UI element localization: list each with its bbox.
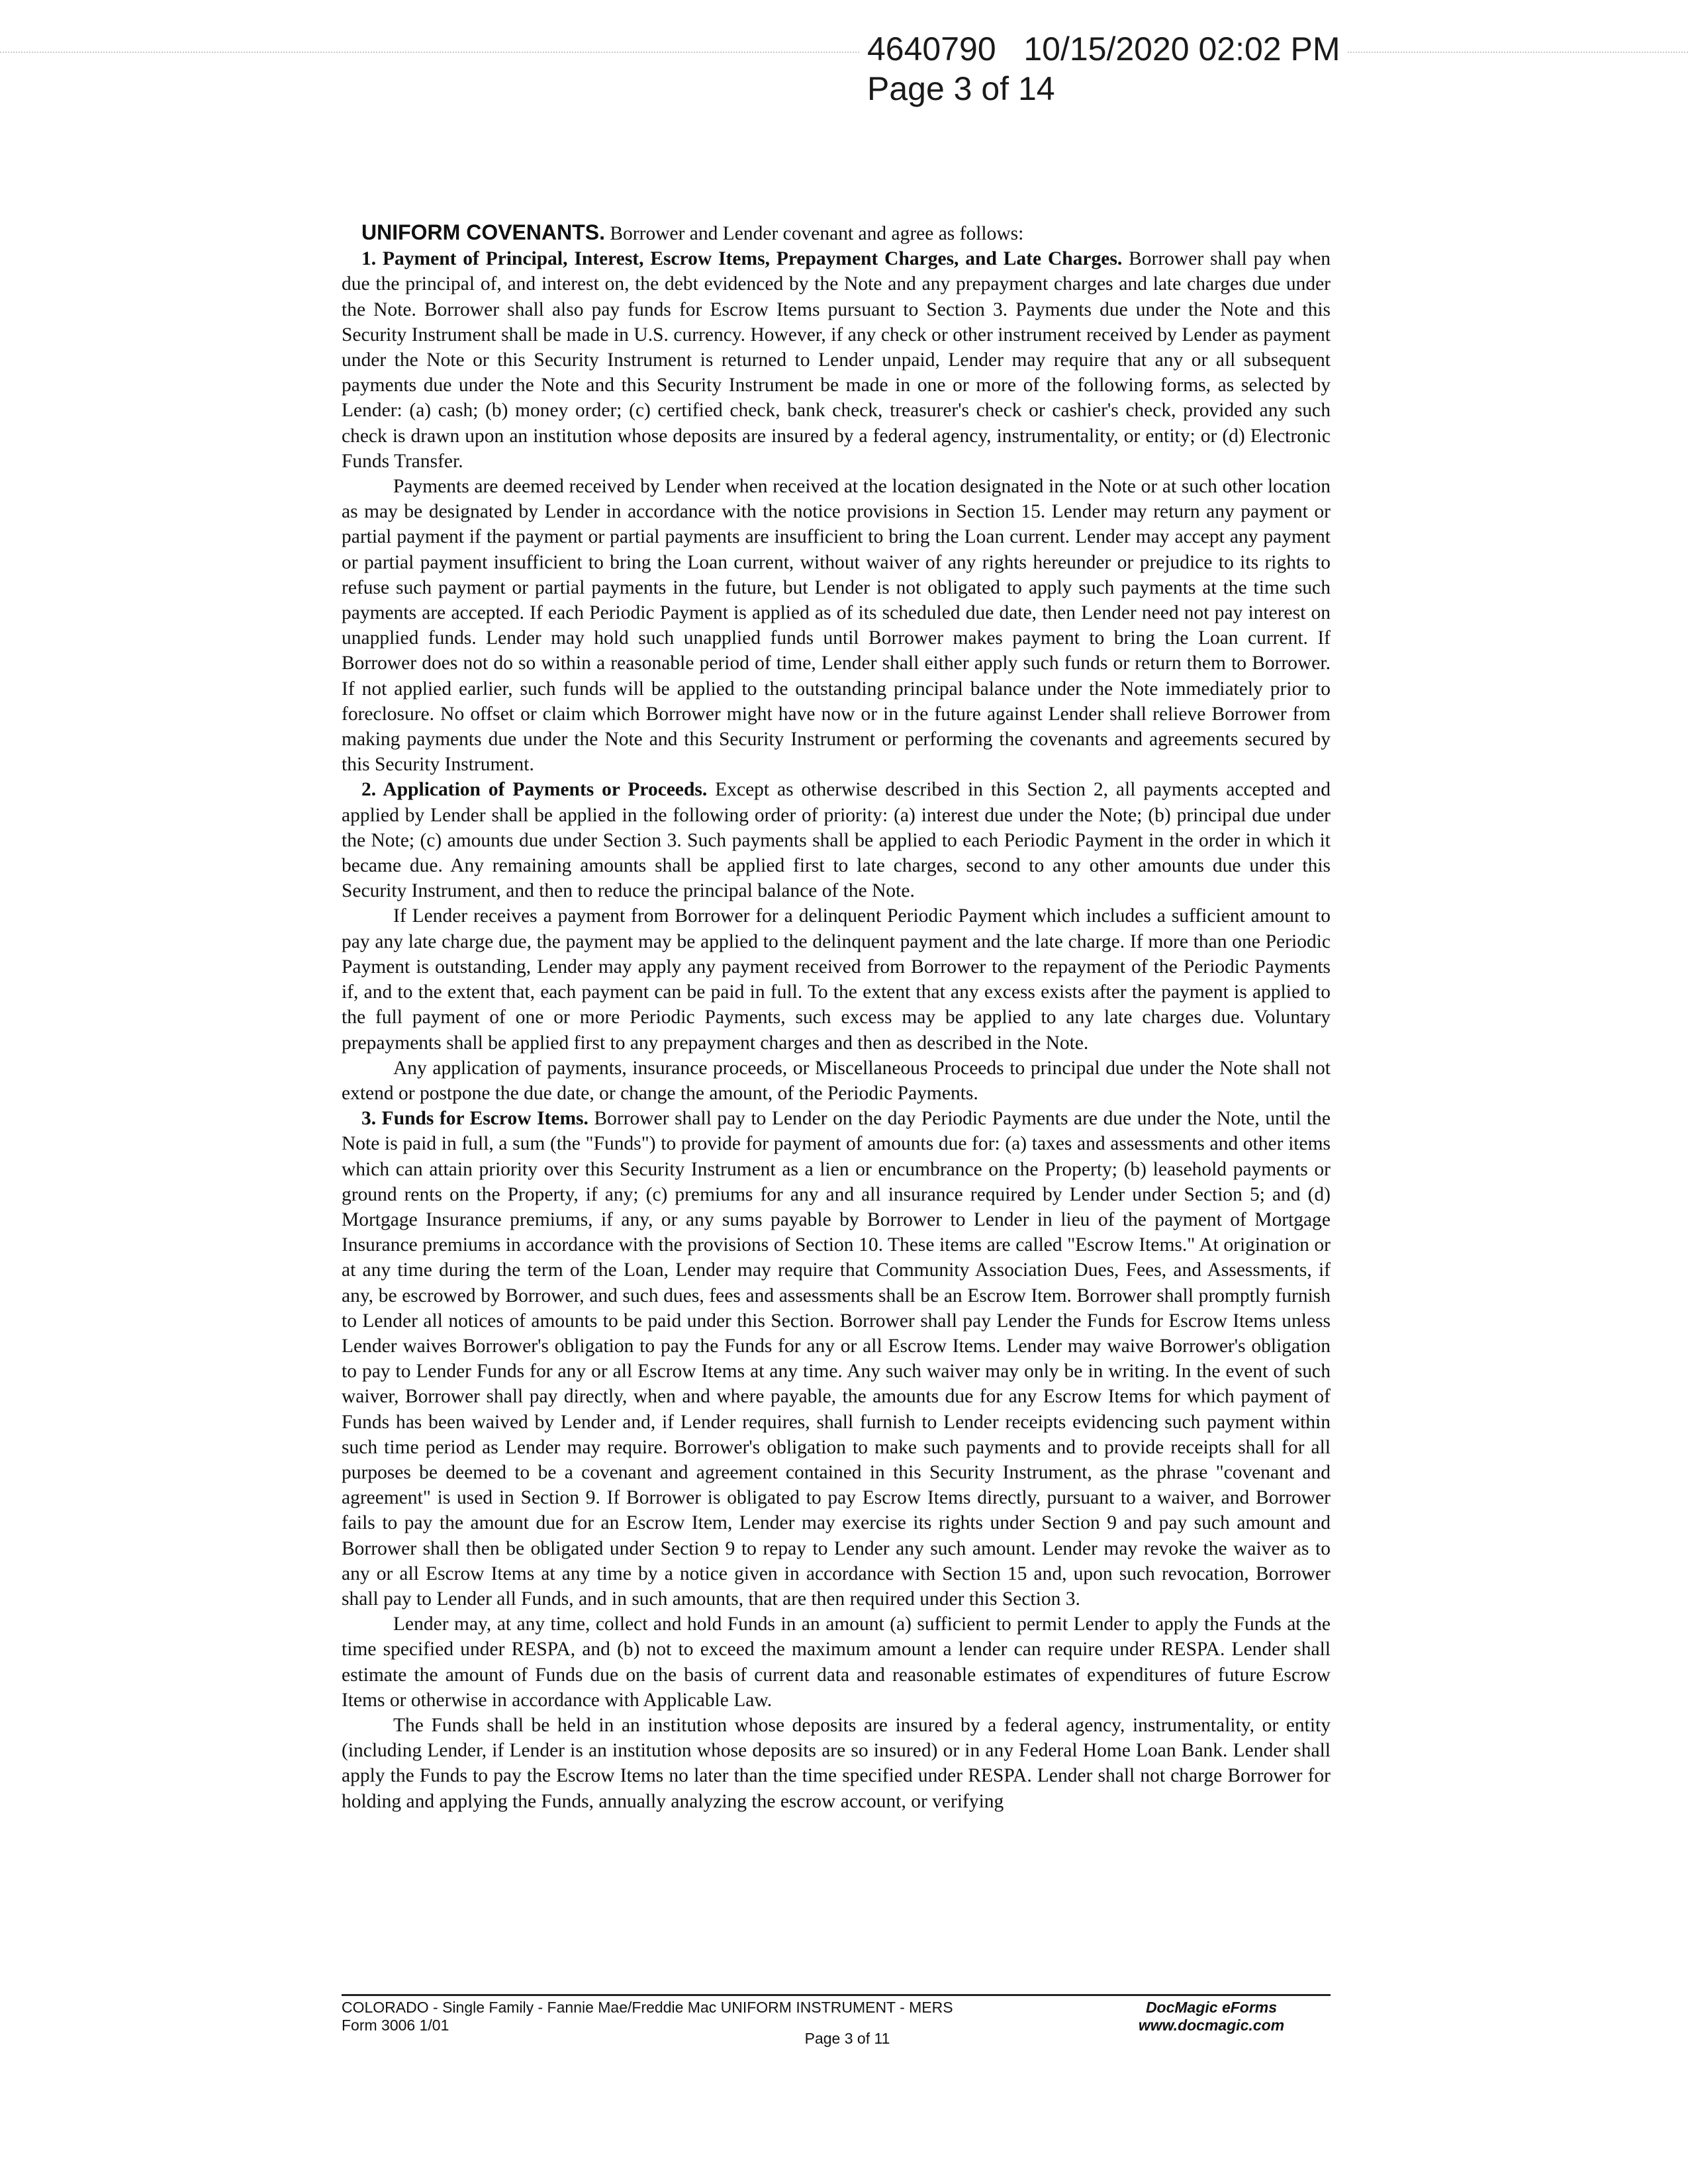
- section-3-paragraph-2: Lender may, at any time, collect and hold Funds in an amount (a) sufficient to permit Lender to apply the Funds at the time specified under RESPA, and (b) not to exceed the maximum amount a lender can require under RESPA. Lender shall estimate the amount of Funds due on the basis of current data and reasonable estimates of expenditures of future Escrow Items or otherwise in accordance with Applicable Law.: [342, 1614, 1331, 1711]
- covenants-intro: [342, 220, 1331, 246]
- stamp-page: Page 3 of 14: [867, 70, 1055, 107]
- section-2-paragraph: [342, 777, 1331, 903]
- footer-form-title: COLORADO - Single Family - Fannie Mae/Freddie Mac UNIFORM INSTRUMENT - MERS: [342, 1999, 953, 2016]
- covenants-heading: UNIFORM COVENANTS.: [361, 220, 605, 244]
- section-1-title: 1. Payment of Principal, Interest, Escrow Items, Prepayment Charges, and Late Charges.: [361, 248, 1123, 270]
- footer-brand-block: [1092, 1999, 1331, 2034]
- section-2-title: 2. Application of Payments or Proceeds.: [361, 779, 708, 801]
- footer-form-info: [342, 1999, 953, 2034]
- section-3-title: 3. Funds for Escrow Items.: [361, 1108, 588, 1130]
- section-3-paragraph-3: The Funds shall be held in an institution whose deposits are insured by a federal agency, instrumentality, or entity (including Lender, if Lender is an institution whose deposits are so insured) or in any Federal Home Loan Bank. Lender shall apply the Funds to pay the Escrow Items no later than the time specified under RESPA. Lender shall not charge Borrower for holding and applying the Funds, annually analyzing the escrow account, or verifying: [342, 1714, 1331, 1812]
- section-2-text: Except as otherwise described in this Section 2, all payments accepted and applied by Lender shall be applied in the following order of priority: (a) interest due under the Note; (b) principal due under the Note; (c) amounts due under Section 3. Such payments shall be applied to each Periodic Payment in the order in which it became due. Any remaining amounts shall be applied first to late charges, second to any other amounts due under this Security Instrument, and then to reduce the principal balance of the Note.: [342, 779, 1331, 902]
- section-1-text: Borrower shall pay when due the principal of, and interest on, the debt evidenced by the Note and any prepayment charges and late charges due under the Note. Borrower shall also pay funds for Escrow Items pursuant to Section 3. Payments due under the Note and this Security Instrument shall be made in U.S. currency. However, if any check or other instrument received by Lender as payment under the Note or this Security Instrument is returned to Lender unpaid, Lender may require that any or all subsequent payments due under the Note and this Security Instrument be made in one or more of the following forms, as selected by Lender: (a) cash; (b) money order; (c) certified check, bank check, treasurer's check or cashier's check, provided any such check is drawn upon an institution whose deposits are insured by a federal agency, instrumentality, or entity; or (d) Electronic Funds Transfer.: [342, 248, 1331, 472]
- footer-divider: [342, 1994, 1331, 1996]
- section-3-paragraph: [342, 1106, 1331, 1612]
- scan-edge-line: [0, 52, 1688, 53]
- document-body: [342, 220, 1331, 1814]
- stamp-doc-id: 4640790: [867, 30, 996, 68]
- section-2-paragraph-3: Any application of payments, insurance proceeds, or Miscellaneous Proceeds to principal due under the Note shall not extend or postpone the due date, or change the amount, of the Periodic Payments.: [342, 1057, 1331, 1104]
- section-2-paragraph-2: If Lender receives a payment from Borrower for a delinquent Periodic Payment which includes a sufficient amount to pay any late charge due, the payment may be applied to the delinquent payment and the late charge. If more than one Periodic Payment is outstanding, Lender may apply any payment received from Borrower to the repayment of the Periodic Payments if, and to the extent that, each payment can be paid in full. To the extent that any excess exists after the payment is applied to the full payment of one or more Periodic Payments, such excess may be applied to any late charges due. Voluntary prepayments shall be applied first to any prepayment charges and then as described in the Note.: [342, 905, 1331, 1054]
- section-3-text: Borrower shall pay to Lender on the day Periodic Payments are due under the Note, until the Note is paid in full, a sum (the "Funds") to provide for payment of amounts due for: (a) taxes and assessments and other items which can attain priority over this Security Instrument as a lien or encumbrance on the Property; (b) leasehold payments or ground rents on the Property, if any; (c) premiums for any and all insurance required by Lender under Section 5; and (d) Mortgage Insurance premiums, if any, or any sums payable by Borrower to Lender in lieu of the payment of Mortgage Insurance premiums in accordance with the provisions of Section 10. These items are called "Escrow Items." At origination or at any time during the term of the Loan, Lender may require that Community Association Dues, Fees, and Assessments, if any, be escrowed by Borrower, and such dues, fees and assessments shall be an Escrow Item. Borrower shall promptly furnish to Lender all notices of amounts to be paid under this Section. Borrower shall pay Lender the Funds for Escrow Items unless Lender waives Borrower's obligation to pay the Funds for any or all Escrow Items. Lender may waive Borrower's obligation to pay to Lender Funds for any or all Escrow Items at any time. Any such waiver may only be in writing. In the event of such waiver, Borrower shall pay directly, when and where payable, the amounts due for any Escrow Items for which payment of Funds has been waived by Lender and, if Lender requires, shall furnish to Lender receipts evidencing such payment within such time period as Lender may require. Borrower's obligation to make such payments and to provide receipts shall for all purposes be deemed to be a covenant and agreement contained in this Security Instrument, as the phrase "covenant and agreement" is used in Section 9. If Borrower is obligated to pay Escrow Items directly, pursuant to a waiver, and Borrower fails to pay the amount due for an Escrow Item, Lender may exercise its rights under Section 9 and pay such amount and Borrower shall then be obligated under Section 9 to repay to Lender any such amount. Lender may revoke the waiver as to any or all Escrow Items at any time by a notice given in accordance with Section 15 and, upon such revocation, Borrower shall pay to Lender all Funds, and in such amounts, that are then required under this Section 3.: [342, 1108, 1331, 1610]
- footer-form-number: Form 3006 1/01: [342, 2017, 449, 2034]
- footer-page-number: Page 3 of 11: [804, 2030, 890, 2047]
- stamp-datetime: 10/15/2020 02:02 PM: [1023, 30, 1340, 68]
- section-1-paragraph-2: Payments are deemed received by Lender when received at the location designated in the Note or at such other location as may be designated by Lender in accordance with the notice provisions in Section 15. Lender may return any payment or partial payment if the payment or partial payments are insufficient to bring the Loan current. Lender may accept any payment or partial payment insufficient to bring the Loan current, without waiver of any rights hereunder or prejudice to its rights to refuse such payment or partial payments in the future, but Lender is not obligated to apply such payments at the time such payments are accepted. If each Periodic Payment is applied as of its scheduled due date, then Lender need not pay interest on unapplied funds. Lender may hold such unapplied funds until Borrower makes payment to bring the Loan current. If Borrower does not do so within a reasonable period of time, Lender shall either apply such funds or return them to Borrower. If not applied earlier, such funds will be applied to the outstanding principal balance under the Note immediately prior to foreclosure. No offset or claim which Borrower might have now or in the future against Lender shall relieve Borrower from making payments due under the Note and this Security Instrument or performing the covenants and agreements secured by this Security Instrument.: [342, 476, 1331, 776]
- footer-website: www.docmagic.com: [1138, 2017, 1285, 2034]
- covenants-intro-text: Borrower and Lender covenant and agree as follows:: [610, 223, 1024, 244]
- footer-brand: DocMagic eForms: [1145, 1999, 1278, 2016]
- stamp-line-1: [867, 29, 1340, 69]
- recording-stamp: [861, 29, 1347, 109]
- section-1-paragraph: [342, 246, 1331, 474]
